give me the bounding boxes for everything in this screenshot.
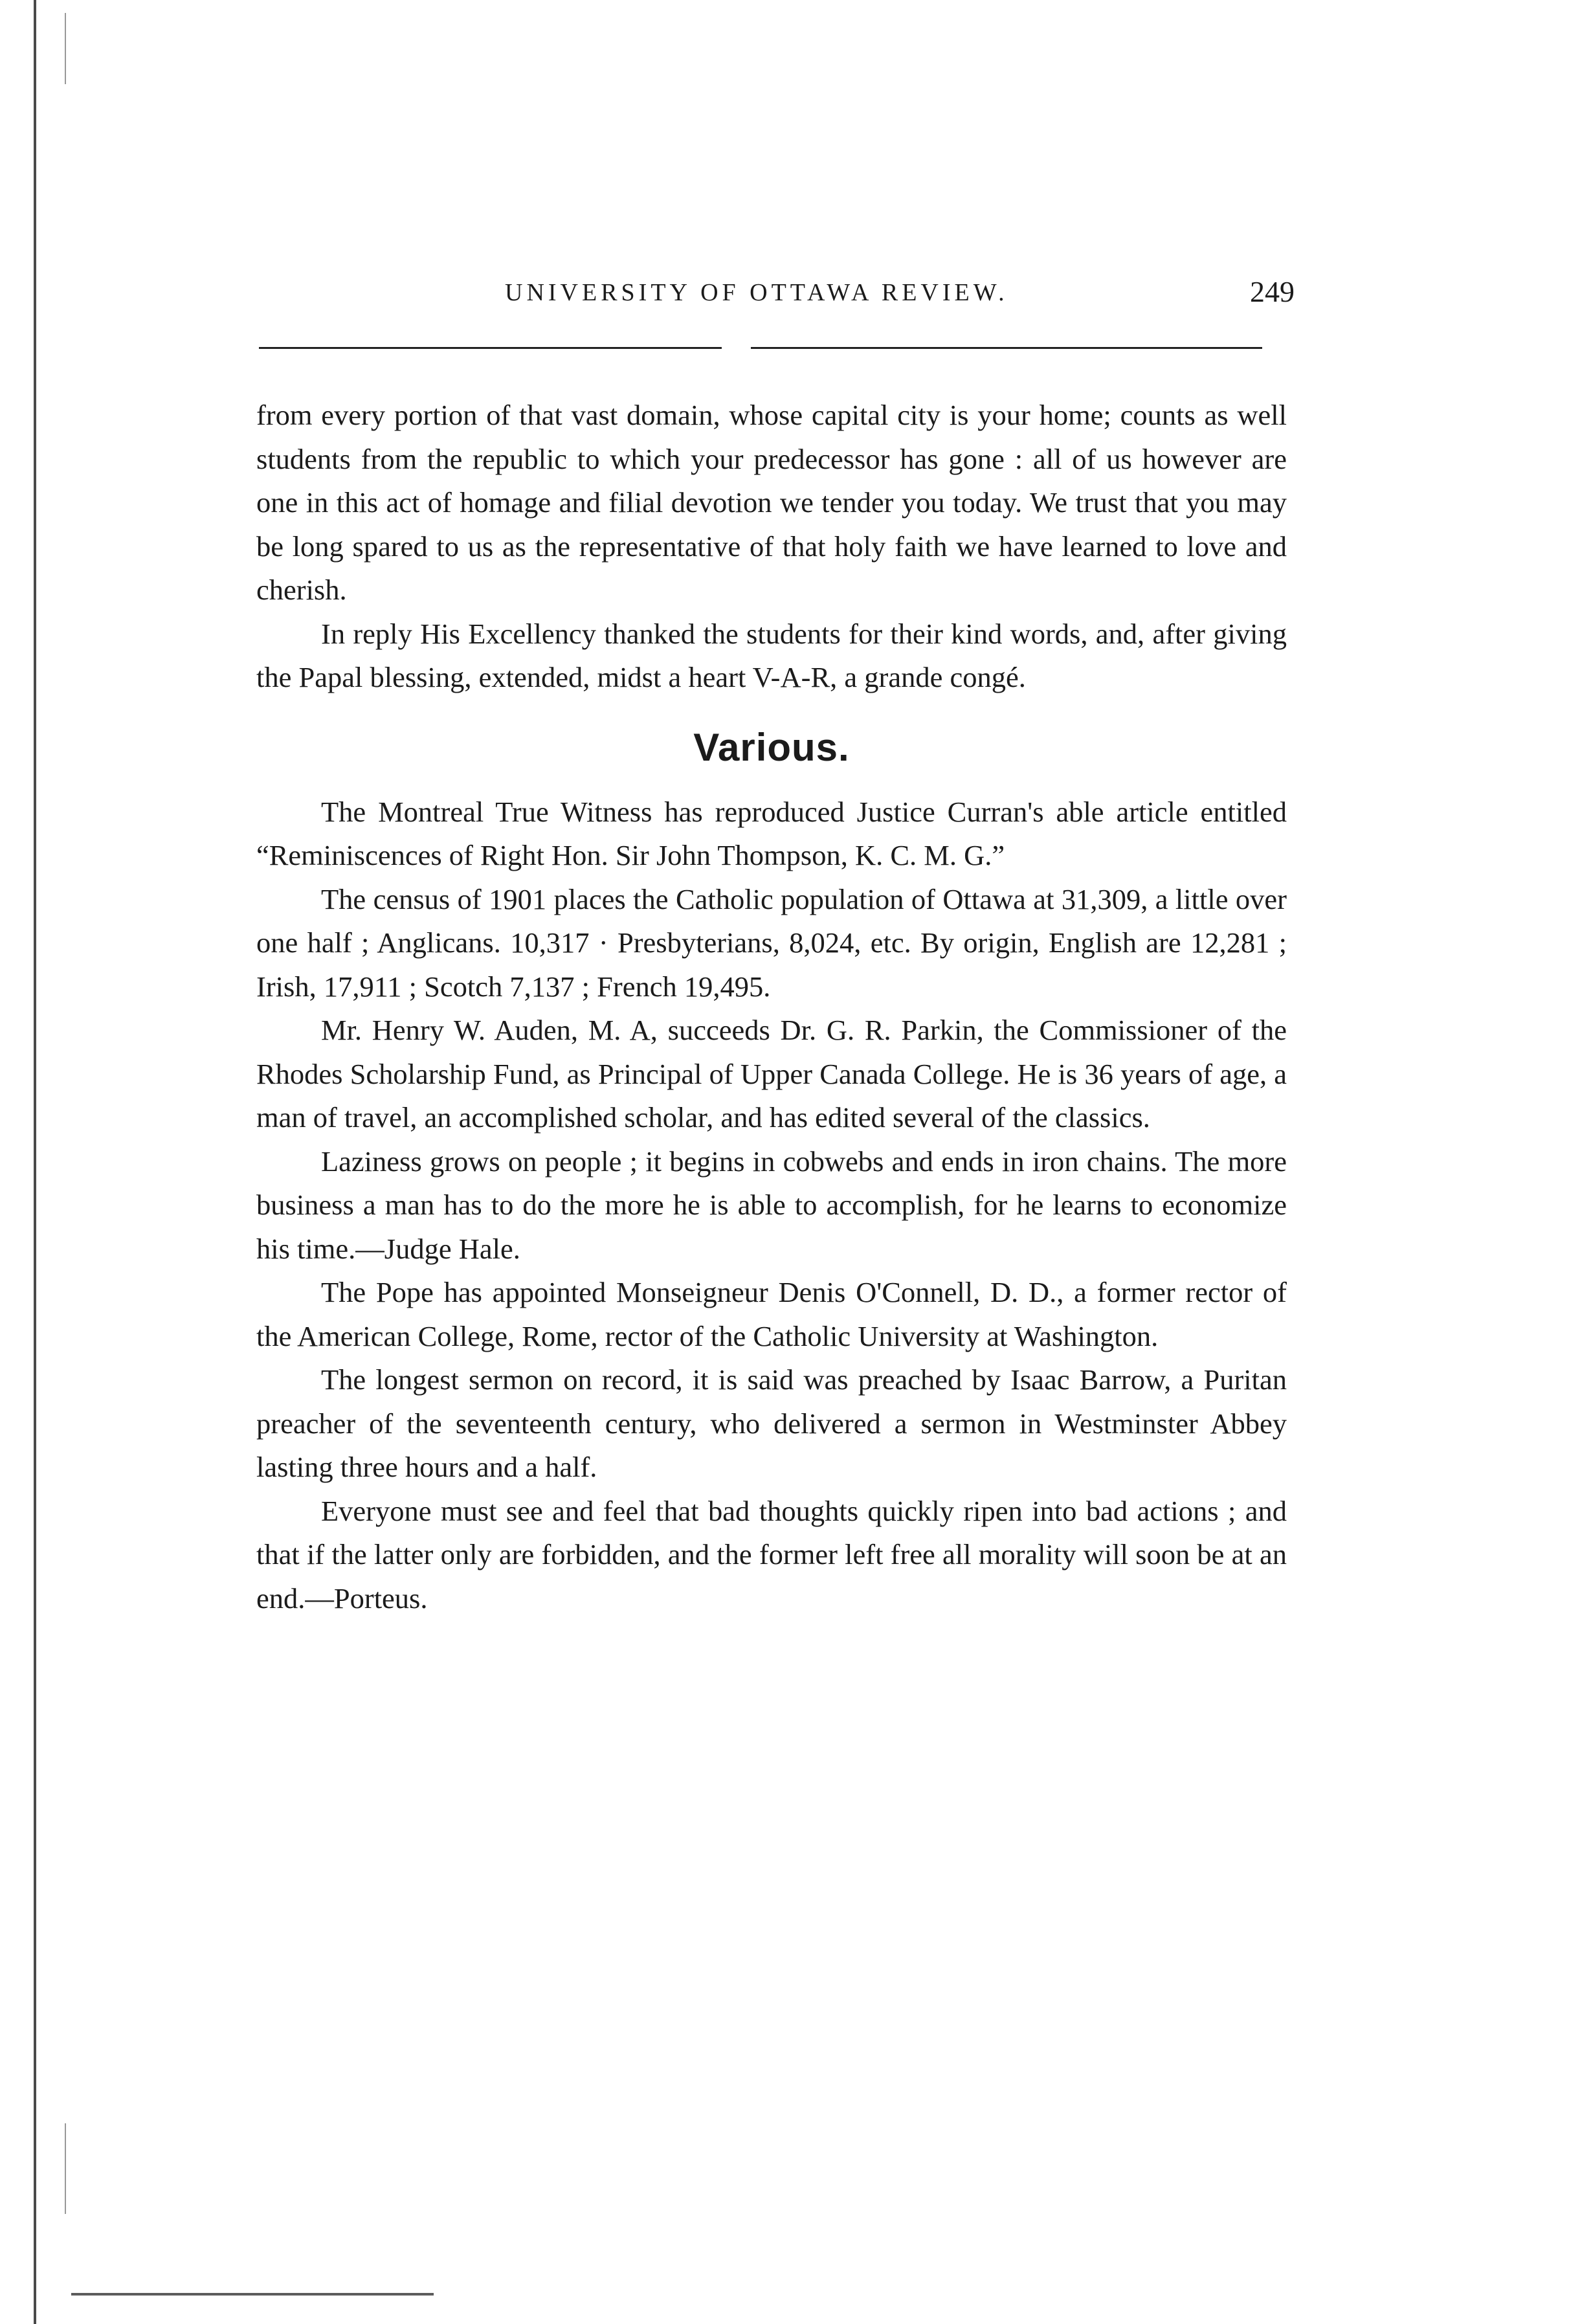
paragraph: The Montreal True Witness has reproduced Justice Curran's able article entitled “Reminiscences of Right Hon. Sir John Thompson, K. C. M. G.” [256,795,1287,871]
scan-edge-line [34,0,36,2324]
paragraph: Everyone must see and feel that bad thoughts quickly ripen into bad actions ; and that if the latter only are forbidden, and the former left free all morality will soon be at an end.—Porteus. [256,1494,1287,1615]
page-header [505,272,1295,317]
header-rule [259,347,722,349]
scan-mark [65,13,66,84]
section-heading: Various. [693,725,850,769]
scan-mark [71,2293,434,2296]
header-rule [751,347,1262,349]
running-title: UNIVERSITY OF OTTAWA REVIEW. [505,279,1008,306]
paragraph: In reply His Excellency thanked the students for their kind words, and, after giving the Papal blessing, extended, midst a heart V-A-R, a grande congé. [256,617,1287,693]
page-number: 249 [1250,275,1295,308]
paragraph: Mr. Henry W. Auden, M. A, succeeds Dr. G. R. Parkin, the Commissioner of the Rhodes Scholarship Fund, as Principal of Upper Canada College. He is 36 years of age, a man of travel, an accomplished scholar, and has edited several of the classics. [256,1014,1287,1134]
paragraph: The Pope has appointed Monseigneur Denis O'Connell, D. D., a former rector of the American College, Rome, rector of the Catholic University at Washington. [256,1276,1287,1352]
paragraph: The longest sermon on record, it is said was preached by Isaac Barrow, a Puritan preacher of the seventeenth century, who delivered a sermon in Westminster Abbey lasting three hours and a half. [256,1363,1287,1483]
page-body [256,394,1287,1620]
paragraph: from every portion of that vast domain, whose capital city is your home; counts as well students from the republic to which your predecessor has gone : all of us however are one in this act of homage and filial devotion we tender you today. We trust that you may be long spared to us as the representative of that holy faith we have learned to love and cherish. [256,399,1287,606]
scan-mark [65,2123,66,2214]
paragraph: Laziness grows on people ; it begins in cobwebs and ends in iron chains. The more business a man has to do the more he is able to accomplish, for he learns to economize his time.—Judge Hale. [256,1145,1287,1265]
paragraph: The census of 1901 places the Catholic population of Ottawa at 31,309, a little over one half ; Anglicans. 10,317 · Presbyterians, 8,024, etc. By origin, English are 12,281 ; Irish, 17,911 ; Scotch 7,137 ; French 19,495. [256,882,1287,1003]
